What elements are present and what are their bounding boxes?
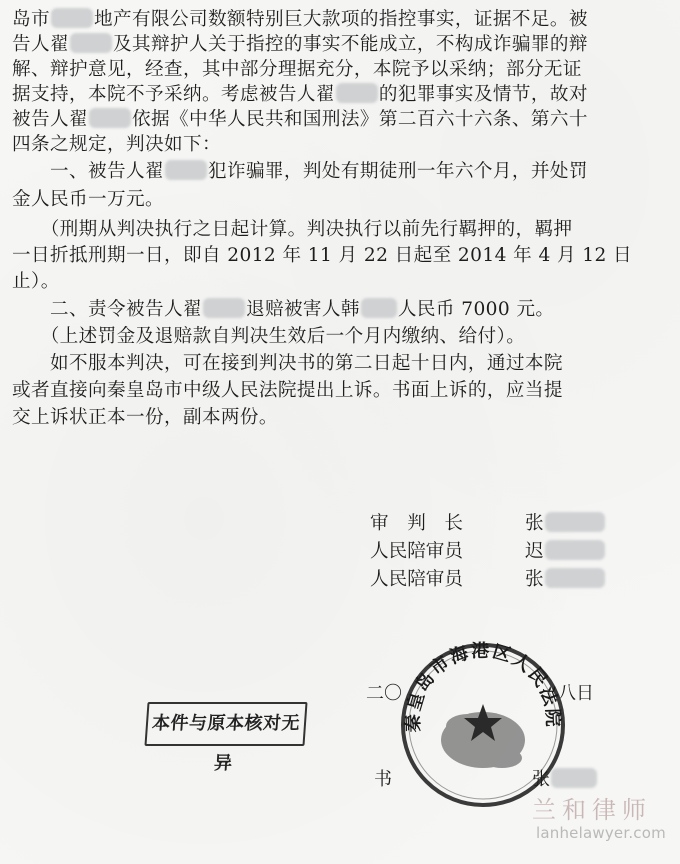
text-line-7: 一、被告人翟 犯诈骗罪，判处有期徒刑一年六个月，并处罚	[12, 161, 588, 182]
text-line-10: 一日折抵刑期一日，即自 2012 年 11 月 22 日起至 2014 年 4 月 12 日	[12, 245, 633, 266]
signature-name-juror-1: 迟	[525, 540, 606, 564]
redaction	[545, 540, 605, 560]
text-line-14: 如不服本判决，可在接到判决书的第二日起十日内，通过本院	[12, 353, 563, 374]
clerk-name: 张	[532, 768, 598, 792]
clerk-title: 书	[374, 769, 392, 790]
redaction	[545, 568, 605, 588]
seal-text: 秦皇岛市海港区人民法院	[402, 640, 564, 733]
text-line-5: 被告人翟 依据《中华人民共和国刑法》第二百六十六条、第六十	[12, 109, 588, 130]
text-line-11: 止）。	[12, 271, 60, 292]
text-line-9: （刑期从判决执行之日起计算。判决执行以前先行羁押的，羁押	[12, 219, 573, 240]
text-line-6: 四条之规定，判决如下：	[12, 134, 221, 155]
signature-name-presiding-judge: 张	[525, 512, 606, 536]
signature-title-presiding-judge: 审 判 长	[370, 513, 463, 534]
watermark-name: 兰和律师	[532, 796, 652, 824]
text-line-3: 解、辩护意见，经查，其中部分理据充分，本院予以采纳；部分无证	[12, 59, 582, 80]
redaction	[165, 160, 207, 180]
certified-copy-stamp: 本件与原本核对无异	[144, 702, 307, 746]
redaction	[203, 298, 245, 318]
redaction	[336, 83, 378, 103]
redaction	[89, 108, 131, 128]
text-line-4: 据支持，本院不予采纳。考虑被告人翟 的犯罪事实及情节，故对	[12, 84, 588, 105]
text-line-12: 二、责令被告人翟 退赔被害人韩 人民币 7000 元。	[12, 299, 555, 320]
redaction	[545, 512, 605, 532]
text-line-1: 岛市 地产有限公司数额特别巨大款项的指控事实，证据不足。被	[12, 9, 588, 30]
text-line-13: （上述罚金及退赔款自判决生效后一个月内缴纳、给付）。	[12, 326, 526, 347]
watermark-url: lanhelawyer.com	[536, 824, 666, 842]
signature-title-juror-2: 人民陪审员	[370, 569, 463, 590]
redaction	[551, 768, 597, 788]
text-line-15: 或者直接向秦皇岛市中级人民法院提出上诉。书面上诉的，应当提	[12, 380, 563, 401]
signature-title-juror-1: 人民陪审员	[370, 541, 463, 562]
date-left: 二〇	[366, 683, 402, 704]
text-line-8: 金人民币一万元。	[12, 189, 164, 210]
redaction	[361, 298, 397, 318]
date-right: 八日	[558, 683, 594, 704]
text-line-2: 告人翟 及其辩护人关于指控的事实不能成立，不构成诈骗罪的辩	[12, 34, 588, 55]
text-line-16: 交上诉状正本一份，副本两份。	[12, 407, 278, 428]
signature-name-juror-2: 张	[525, 568, 606, 592]
redaction	[70, 33, 112, 53]
redaction	[51, 8, 93, 28]
